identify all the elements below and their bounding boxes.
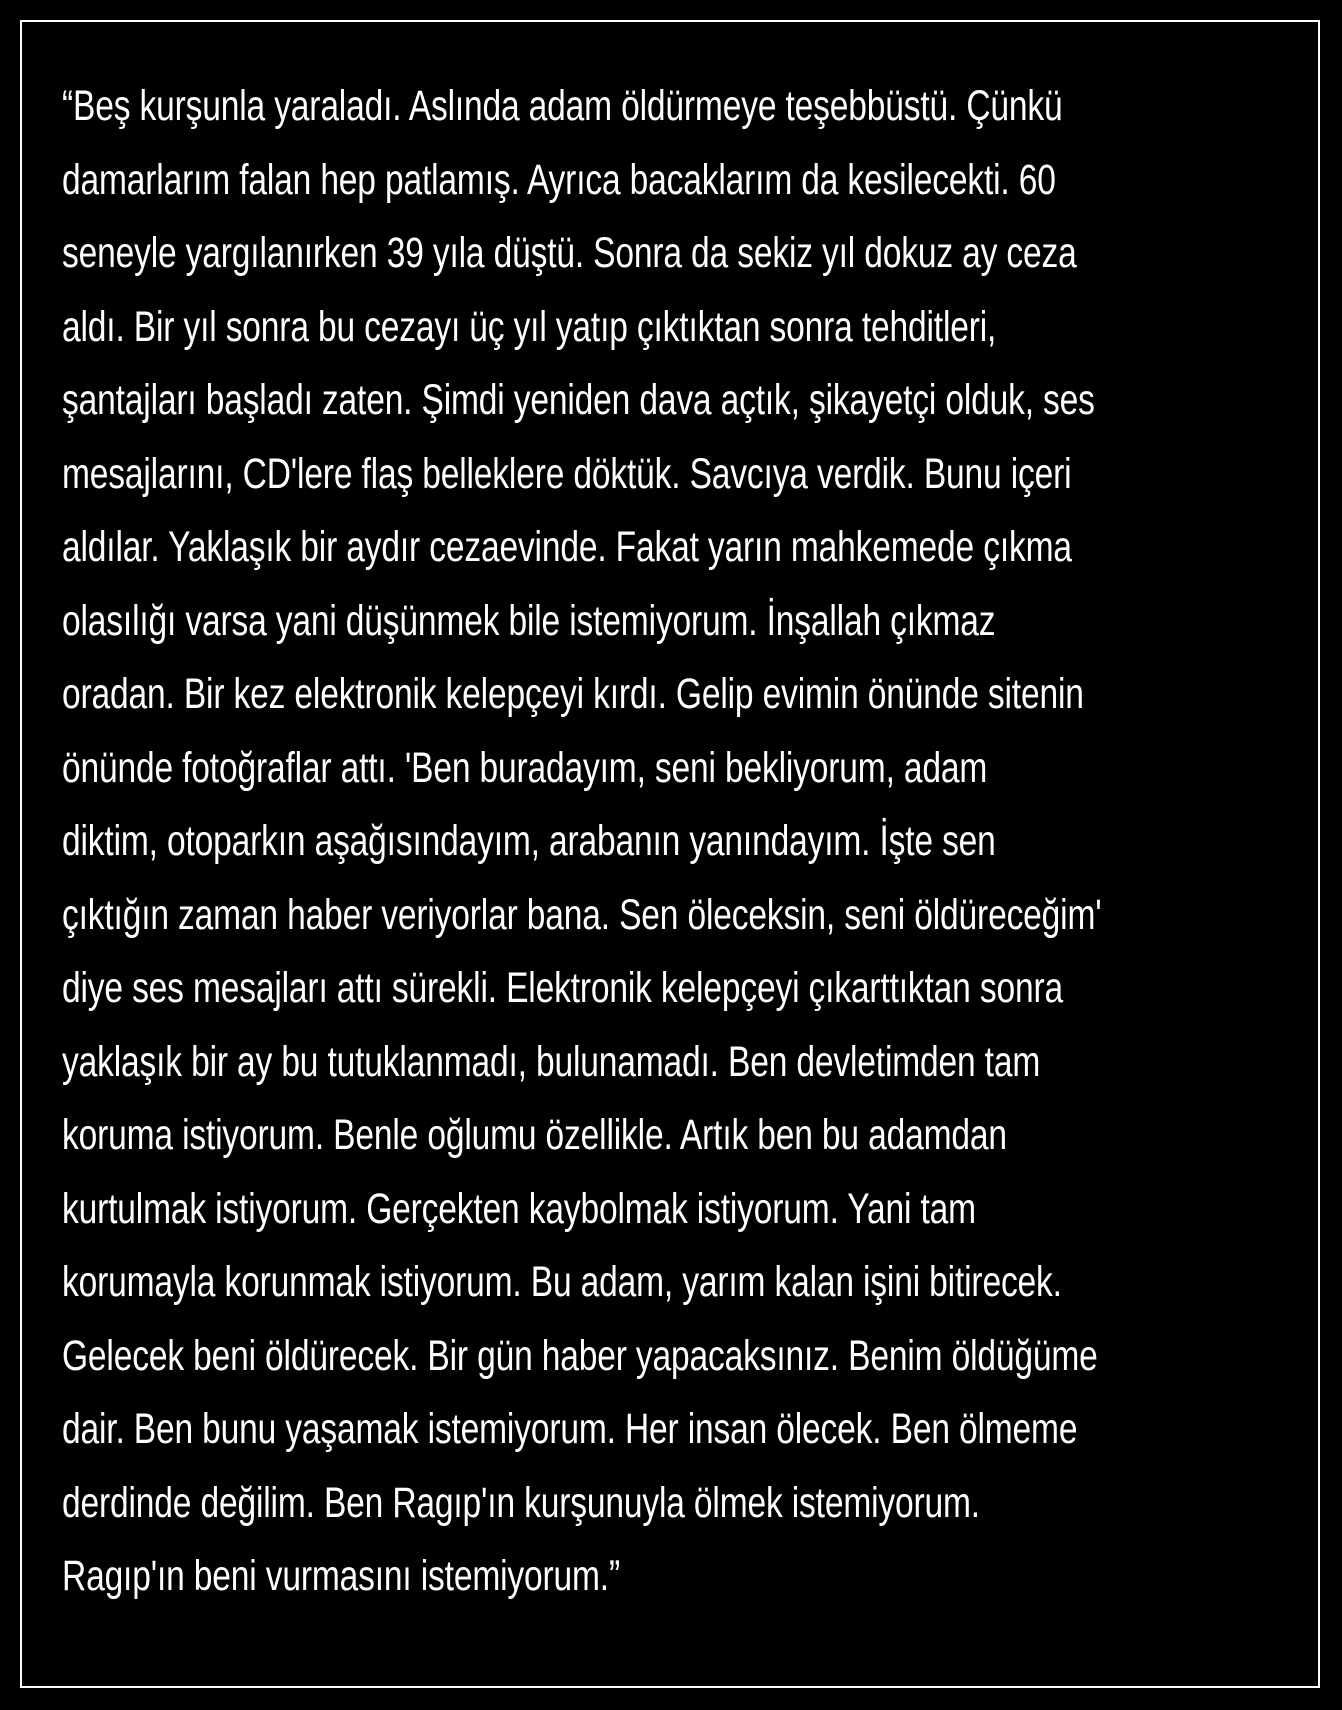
quote-line: diye ses mesajları attı sürekli. Elektronik kelepçeyi çıkarttıktan sonra: [62, 964, 1063, 1012]
quote-line: koruma istiyorum. Benle oğlumu özellikle. Artık ben bu adamdan: [62, 1111, 1007, 1159]
quote-line: derdinde değilim. Ben Ragıp'ın kurşunuyla ölmek istemiyorum.: [62, 1478, 980, 1527]
quote-line: şantajları başladı zaten. Şimdi yeniden dava açtık, şikayetçi olduk, ses: [62, 376, 1095, 424]
quote-line: dair. Ben bunu yaşamak istemiyorum. Her insan ölecek. Ben ölmeme: [62, 1405, 1078, 1453]
quote-line: Gelecek beni öldürecek. Bir gün haber yapacaksınız. Benim öldüğüme: [62, 1331, 1098, 1380]
quote-line: olasılığı varsa yani düşünmek bile istemiyorum. İnşallah çıkmaz: [62, 596, 996, 645]
quote-line: oradan. Bir kez elektronik kelepçeyi kırdı. Gelip evimin önünde sitenin: [62, 670, 1084, 718]
quote-line: damarlarım falan hep patlamış. Ayrıca bacaklarım da kesilecekti. 60: [62, 155, 1056, 204]
quote-line: Ragıp'ın beni vurmasını istemiyorum.”: [62, 1552, 620, 1600]
quote-line: korumayla korunmak istiyorum. Bu adam, yarım kalan işini bitirecek.: [62, 1258, 1062, 1306]
quote-line: kurtulmak istiyorum. Gerçekten kaybolmak istiyorum. Yani tam: [62, 1184, 976, 1233]
quote-text: [62, 70, 1102, 1614]
quote-line: aldılar. Yaklaşık bir aydır cezaevinde. Fakat yarın mahkemede çıkma: [62, 523, 1072, 571]
quote-line: önünde fotoğraflar attı. 'Ben buradayım, seni bekliyorum, adam: [62, 743, 988, 792]
quote-line: aldı. Bir yıl sonra bu cezayı üç yıl yatıp çıktıktan sonra tehditleri,: [62, 302, 997, 351]
quote-line: “Beş kurşunla yaraladı. Aslında adam öldürmeye teşebbüstü. Çünkü: [62, 82, 1063, 130]
quote-line: çıktığın zaman haber veriyorlar bana. Sen öleceksin, seni öldüreceğim': [62, 890, 1102, 939]
quote-line: seneyle yargılanırken 39 yıla düştü. Sonra da sekiz yıl dokuz ay ceza: [62, 229, 1077, 277]
quote-line: yaklaşık bir ay bu tutuklanmadı, bulunamadı. Ben devletimden tam: [62, 1037, 1041, 1086]
quote-line: mesajlarını, CD'lere flaş belleklere döktük. Savcıya verdik. Bunu içeri: [62, 449, 1072, 498]
quote-line: diktim, otoparkın aşağısındayım, arabanın yanındayım. İşte sen: [62, 817, 996, 865]
